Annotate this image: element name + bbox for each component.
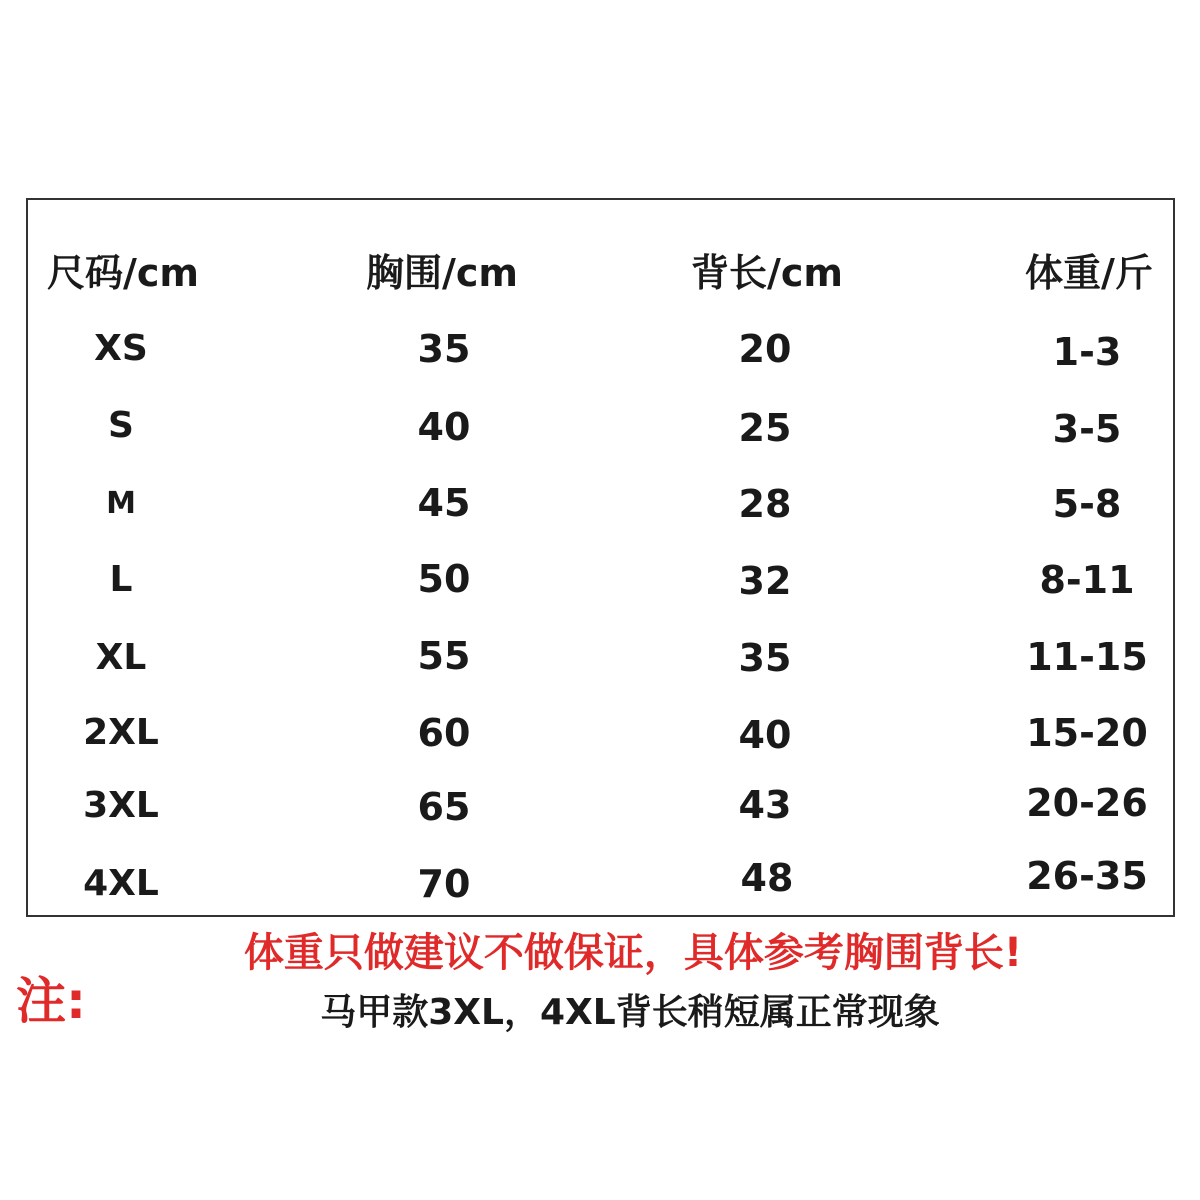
weight-value: 1-3 [1052,330,1122,374]
weight-value: 8-11 [1039,558,1135,602]
size-value: 3XL [83,785,159,826]
size-value: 4XL [83,863,159,904]
header-weight: 体重/斤 [1025,251,1153,295]
chest-value: 50 [417,557,471,601]
note-detail: 马甲款3XL，4XL背长稍短属正常现象 [320,992,940,1033]
weight-value: 26-35 [1026,854,1148,898]
back-length-value: 20 [738,327,792,371]
weight-value: 15-20 [1026,711,1148,755]
note-label: 注: [16,972,86,1030]
chest-value: 40 [417,405,471,449]
chest-value: 70 [417,862,471,906]
header-size: 尺码/cm [46,251,200,295]
size-value: XL [95,637,147,678]
weight-value: 20-26 [1026,781,1148,825]
size-value: M [106,486,136,521]
header-chest: 胸围/cm [365,251,519,295]
weight-value: 5-8 [1052,482,1122,526]
chest-value: 45 [417,481,471,525]
weight-value: 3-5 [1052,407,1122,451]
size-value: L [109,559,133,600]
back-length-value: 35 [738,636,792,680]
back-length-value: 32 [738,559,792,603]
chest-value: 60 [417,711,471,755]
size-table [26,198,1175,917]
back-length-value: 40 [738,713,792,757]
size-value: 2XL [83,712,159,753]
header-back-length: 背长/cm [690,251,844,295]
weight-value: 11-15 [1026,635,1148,679]
back-length-value: 43 [738,783,792,827]
chest-value: 55 [417,634,471,678]
size-value: XS [94,328,148,369]
chest-value: 35 [417,327,471,371]
size-value: S [108,405,134,446]
back-length-value: 28 [738,482,792,526]
back-length-value: 25 [738,406,792,450]
chest-value: 65 [417,785,471,829]
back-length-value: 48 [740,856,794,900]
note-warning: 体重只做建议不做保证，具体参考胸围背长! [243,930,1023,976]
